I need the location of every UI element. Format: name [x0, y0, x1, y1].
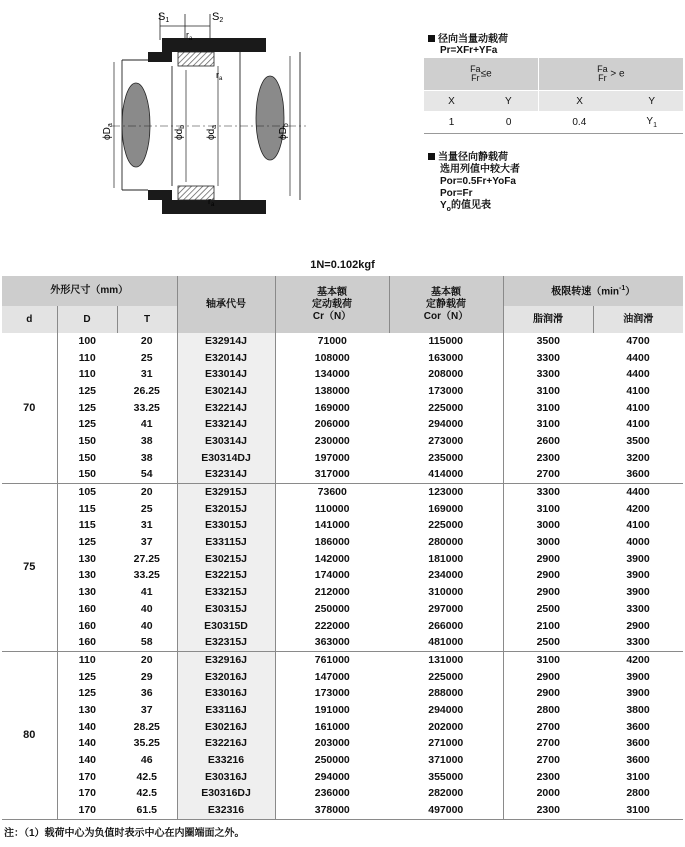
width-cell: 42.5: [136, 787, 157, 800]
width-cell: 29: [140, 670, 153, 683]
width-cell: 37: [140, 536, 153, 549]
oil-speed-cell: 3600: [593, 467, 683, 484]
load-factor-table: [424, 58, 683, 134]
table-row: [2, 383, 683, 400]
bearing-code-cell: E30316J: [177, 769, 275, 786]
outer-diameter-cell: 140: [57, 752, 117, 769]
table-row: [2, 433, 683, 450]
bore-diameter-cell: 75: [2, 484, 57, 652]
width-cell: 61.5: [117, 802, 177, 819]
bearing-code-cell: E33015J: [177, 518, 275, 535]
static-load-line: 选用列值中较大者: [440, 164, 520, 175]
y-value: 0: [479, 111, 538, 134]
bearing-code-cell: E33016J: [177, 685, 275, 702]
svg-text:ra: $r_a$: [208, 196, 215, 208]
static-load-cell: 173000: [428, 384, 464, 397]
dynamic-load-cell: 222000: [275, 618, 389, 635]
outer-diameter-cell: 140: [57, 736, 117, 753]
width-cell: 38: [140, 434, 153, 447]
oil-speed-cell: 4400: [626, 368, 650, 381]
table-row: [2, 333, 683, 350]
dynamic-load-cell: 206000: [275, 416, 389, 433]
width-cell: 26.25: [133, 384, 160, 397]
table-row: [2, 416, 683, 433]
dynamic-load-cell: 203000: [275, 736, 389, 753]
grease-speed-cell: 3500: [503, 333, 593, 350]
oil-speed-cell: 4200: [626, 502, 650, 515]
dynamic-load-cell: 294000: [275, 769, 389, 786]
grease-speed-cell: 2700: [503, 719, 593, 736]
y-header: Y: [620, 91, 683, 112]
static-load-cell: 297000: [428, 602, 464, 615]
outer-diameter-cell: 125: [57, 400, 117, 417]
table-row: [2, 618, 683, 635]
outer-diameter-cell: 160: [57, 618, 117, 635]
width-cell: 31: [140, 519, 153, 532]
dynamic-load-cell: 378000: [275, 802, 389, 819]
outer-diameter-cell: 125: [57, 416, 117, 433]
table-row: [2, 736, 683, 753]
condition-le-e: Fa Fr ≤e: [424, 58, 538, 91]
bearing-code-cell: E32915J: [177, 484, 275, 501]
svg-text:ϕDa: $\phi D_a$: [102, 123, 114, 140]
static-load-line: Por=Fr: [440, 188, 473, 199]
static-load-cell: 371000: [428, 754, 464, 767]
bearing-code-cell: E32215J: [177, 568, 275, 585]
bearing-code-cell: E33014J: [177, 366, 275, 383]
bearing-code-cell: E33216: [177, 752, 275, 769]
static-load-cell: 294000: [428, 703, 464, 716]
outer-diameter-cell: 105: [57, 484, 117, 501]
oil-speed-cell: 4200: [626, 653, 650, 666]
outer-diameter-cell: 125: [57, 383, 117, 400]
oil-speed-cell: 4100: [626, 519, 650, 532]
static-load-cell: 414000: [389, 467, 503, 484]
static-load-cell: 131000: [428, 653, 464, 666]
bearing-code-cell: E32315J: [177, 634, 275, 651]
outer-diameter-cell: 130: [57, 568, 117, 585]
outer-diameter-cell: 160: [57, 634, 117, 651]
dynamic-load-cell: 317000: [275, 467, 389, 484]
condition-gt-e: Fa Fr > e: [538, 58, 683, 91]
static-load-cell: 273000: [428, 434, 464, 447]
static-load-cell: 235000: [428, 451, 464, 464]
oil-speed-cell: 3500: [626, 434, 650, 447]
table-row: [2, 786, 683, 803]
oil-speed-cell: 3600: [626, 754, 650, 767]
header-d: d: [2, 306, 57, 333]
static-load-cell: 280000: [428, 536, 464, 549]
oil-speed-cell: 4100: [626, 384, 650, 397]
oil-speed-cell: 4100: [626, 418, 650, 431]
static-load-cell: 481000: [389, 634, 503, 651]
table-row: [2, 769, 683, 786]
outer-diameter-cell: 115: [57, 501, 117, 518]
oil-speed-cell: 3900: [626, 687, 650, 700]
bore-diameter-cell: 80: [2, 652, 57, 820]
outer-diameter-cell: 130: [57, 584, 117, 601]
bearing-code-cell: E30214J: [177, 383, 275, 400]
width-cell: 31: [140, 368, 153, 381]
oil-speed-cell: 3900: [626, 670, 650, 683]
svg-text:ϕDb: $\phi D_b$: [278, 123, 290, 140]
table-row: [2, 350, 683, 367]
bearing-code-cell: E33116J: [177, 702, 275, 719]
oil-speed-cell: 3800: [626, 703, 650, 716]
outer-diameter-cell: 150: [57, 467, 117, 484]
oil-speed-cell: 3100: [626, 770, 650, 783]
grease-speed-cell: 2900: [503, 551, 593, 568]
table-row: [2, 484, 683, 501]
dynamic-load-cell: 191000: [275, 702, 389, 719]
oil-speed-cell: 3100: [593, 802, 683, 819]
static-load-cell: 282000: [428, 787, 464, 800]
header-cr: 基本额 定动载荷 Cr（N）: [275, 276, 389, 333]
bearing-code-cell: E30216J: [177, 719, 275, 736]
oil-speed-cell: 4000: [626, 536, 650, 549]
grease-speed-cell: 3300: [503, 350, 593, 367]
table-row: [2, 634, 683, 651]
table-row: [2, 601, 683, 618]
grease-speed-cell: 3100: [503, 652, 593, 669]
oil-speed-cell: 4100: [626, 401, 650, 414]
bearing-code-cell: E32314J: [177, 467, 275, 484]
width-cell: 20: [140, 486, 153, 499]
static-load-cell: 225000: [428, 519, 464, 532]
static-load-cell: 202000: [428, 720, 464, 733]
header-speed: 极限转速$(\min^{-1})$: [503, 276, 683, 306]
width-cell: 58: [117, 634, 177, 651]
table-row: [2, 669, 683, 686]
grease-speed-cell: 3100: [503, 400, 593, 417]
bearing-mounting-diagram: [100, 0, 310, 225]
table-row: [2, 551, 683, 568]
table-row: [2, 534, 683, 551]
static-load-cell: 169000: [428, 502, 464, 515]
static-load-line: Por=0.5Fr+YoFa: [440, 176, 516, 187]
outer-diameter-cell: 125: [57, 685, 117, 702]
grease-speed-cell: 2900: [503, 685, 593, 702]
outer-diameter-cell: 110: [57, 350, 117, 367]
width-cell: 40: [140, 619, 153, 632]
grease-speed-cell: 2900: [503, 669, 593, 686]
bearing-code-cell: E32914J: [177, 333, 275, 350]
table-row: [2, 652, 683, 669]
bearing-code-cell: E32016J: [177, 669, 275, 686]
y-value: $Y_1$: [620, 111, 683, 134]
oil-speed-cell: 2800: [626, 787, 650, 800]
outer-diameter-cell: 130: [57, 702, 117, 719]
table-row: [2, 685, 683, 702]
grease-speed-cell: 3000: [503, 534, 593, 551]
grease-speed-cell: 2300: [503, 802, 593, 819]
grease-speed-cell: 3100: [503, 501, 593, 518]
width-cell: 38: [140, 451, 153, 464]
x-header: X: [424, 91, 479, 112]
bearing-code-cell: E30315D: [177, 618, 275, 635]
oil-speed-cell: 3900: [626, 552, 650, 565]
width-cell: 46: [140, 754, 153, 767]
oil-speed-cell: 3600: [626, 737, 650, 750]
outer-diameter-cell: 150: [57, 433, 117, 450]
table-row: [2, 400, 683, 417]
grease-speed-cell: 3000: [503, 518, 593, 535]
bearing-code-cell: E30315J: [177, 601, 275, 618]
bearing-code-cell: E30316DJ: [177, 786, 275, 803]
outer-diameter-cell: 170: [57, 786, 117, 803]
dynamic-load-cell: 363000: [275, 634, 389, 651]
static-load-cell: 288000: [428, 687, 464, 700]
table-row: [2, 518, 683, 535]
width-cell: 35.25: [133, 737, 160, 750]
oil-speed-cell: 4400: [626, 351, 650, 364]
header-dimensions: 外形尺寸（mm）: [2, 276, 177, 306]
static-load-cell: 266000: [428, 619, 464, 632]
static-load-cell: 310000: [428, 586, 464, 599]
width-cell: 25: [140, 502, 153, 515]
static-load-cell: 294000: [428, 418, 464, 431]
outer-diameter-cell: 150: [57, 450, 117, 467]
oil-speed-cell: 3200: [626, 451, 650, 464]
grease-speed-cell: 3300: [503, 366, 593, 383]
static-load-cell: 225000: [428, 401, 464, 414]
table-row: [2, 568, 683, 585]
dynamic-load-formula: Pr=XFr+YFa: [440, 45, 498, 56]
width-cell: 27.25: [133, 552, 160, 565]
outer-diameter-cell: 125: [57, 534, 117, 551]
dynamic-load-cell: 138000: [275, 383, 389, 400]
header-code: 轴承代号: [177, 276, 275, 333]
width-cell: 41: [140, 586, 153, 599]
svg-text:ra: $r_a$: [216, 70, 223, 82]
dynamic-load-cell: 230000: [275, 433, 389, 450]
dynamic-load-cell: 141000: [275, 518, 389, 535]
bearing-spec-table: [2, 276, 683, 820]
dynamic-load-cell: 147000: [275, 669, 389, 686]
outer-diameter-cell: 130: [57, 551, 117, 568]
grease-speed-cell: 2600: [503, 433, 593, 450]
bearing-code-cell: E32216J: [177, 736, 275, 753]
bearing-code-cell: E30314DJ: [177, 450, 275, 467]
outer-diameter-cell: 170: [57, 802, 117, 819]
width-cell: 54: [117, 467, 177, 484]
grease-speed-cell: 2000: [503, 786, 593, 803]
dynamic-load-cell: 108000: [275, 350, 389, 367]
outer-diameter-cell: 115: [57, 518, 117, 535]
static-load-cell: 497000: [389, 802, 503, 819]
x-value: 1: [424, 111, 479, 134]
oil-speed-cell: 3300: [626, 602, 650, 615]
grease-speed-cell: 2500: [503, 601, 593, 618]
dynamic-load-cell: 236000: [275, 786, 389, 803]
bearing-code-cell: E33215J: [177, 584, 275, 601]
dynamic-load-cell: 212000: [275, 584, 389, 601]
outer-diameter-cell: 110: [57, 652, 117, 669]
dynamic-load-title: 径向当量动载荷: [428, 34, 508, 46]
table-row: [2, 702, 683, 719]
outer-diameter-cell: 125: [57, 669, 117, 686]
width-cell: 33.25: [133, 569, 160, 582]
width-cell: 37: [140, 703, 153, 716]
dynamic-load-cell: 174000: [275, 568, 389, 585]
grease-speed-cell: 2100: [503, 618, 593, 635]
bearing-code-cell: E30314J: [177, 433, 275, 450]
bearing-code-cell: E33115J: [177, 534, 275, 551]
width-cell: 25: [140, 351, 153, 364]
grease-speed-cell: 3100: [503, 383, 593, 400]
static-load-cell: 271000: [428, 737, 464, 750]
oil-speed-cell: 4400: [626, 486, 650, 499]
static-load-cell: 225000: [428, 670, 464, 683]
table-row: [2, 366, 683, 383]
dynamic-load-cell: 173000: [275, 685, 389, 702]
outer-diameter-cell: 140: [57, 719, 117, 736]
dynamic-load-cell: 197000: [275, 450, 389, 467]
grease-speed-cell: 2900: [503, 568, 593, 585]
x-header: X: [538, 91, 620, 112]
bearing-code-cell: E32014J: [177, 350, 275, 367]
outer-diameter-cell: 160: [57, 601, 117, 618]
table-row: [2, 467, 683, 484]
header-grease: 脂润滑: [503, 306, 593, 333]
footnote: 注：（1）载荷中心为负值时表示中心在内圈端面之外。: [4, 828, 245, 839]
width-cell: 41: [140, 418, 153, 431]
width-cell: 40: [140, 602, 153, 615]
dynamic-load-cell: 761000: [275, 652, 389, 669]
header-oil: 油润滑: [593, 306, 683, 333]
dynamic-load-cell: 110000: [275, 501, 389, 518]
outer-diameter-cell: 170: [57, 769, 117, 786]
grease-speed-cell: 2700: [503, 752, 593, 769]
dynamic-load-cell: 73600: [275, 484, 389, 501]
oil-speed-cell: 4700: [626, 334, 650, 347]
table-row: [2, 752, 683, 769]
width-cell: 42.5: [136, 770, 157, 783]
table-row: [2, 584, 683, 601]
dynamic-load-cell: 250000: [275, 601, 389, 618]
dynamic-load-cell: 161000: [275, 719, 389, 736]
oil-speed-cell: 3300: [593, 634, 683, 651]
bearing-code-cell: E32015J: [177, 501, 275, 518]
outer-diameter-cell: 100: [57, 333, 117, 350]
grease-speed-cell: 2700: [503, 736, 593, 753]
grease-speed-cell: 2300: [503, 450, 593, 467]
static-load-cell: 234000: [428, 569, 464, 582]
oil-speed-cell: 2900: [626, 619, 650, 632]
width-cell: 33.25: [133, 401, 160, 414]
svg-text:S2: S2: [212, 11, 224, 24]
static-load-cell: 123000: [428, 486, 464, 499]
static-load-line: $Y_o$的值见表: [440, 200, 491, 213]
outer-diameter-cell: 110: [57, 366, 117, 383]
svg-text:ϕdb: $\phi d_b$: [174, 124, 186, 140]
unit-note: 1N=0.102kgf: [310, 259, 375, 271]
dynamic-load-cell: 71000: [275, 333, 389, 350]
svg-text:ra: $r_a$: [186, 30, 193, 42]
width-cell: 36: [140, 687, 153, 700]
static-load-cell: 181000: [428, 552, 464, 565]
static-load-cell: 355000: [428, 770, 464, 783]
grease-speed-cell: 2700: [503, 467, 593, 484]
grease-speed-cell: 3300: [503, 484, 593, 501]
grease-speed-cell: 2300: [503, 769, 593, 786]
bearing-code-cell: E33214J: [177, 416, 275, 433]
dynamic-load-cell: 142000: [275, 551, 389, 568]
grease-speed-cell: 2900: [503, 584, 593, 601]
width-cell: 20: [140, 653, 153, 666]
grease-speed-cell: 2500: [503, 634, 593, 651]
header-cor: 基本额 定静载荷 Cor（N）: [389, 276, 503, 333]
svg-text:ϕda: $\phi d_a$: [206, 124, 218, 140]
static-load-title: 当量径向静载荷: [428, 152, 508, 164]
table-row: [2, 719, 683, 736]
x-value: 0.4: [538, 111, 620, 134]
table-row: [2, 450, 683, 467]
dynamic-load-cell: 250000: [275, 752, 389, 769]
header-T: T: [117, 306, 177, 333]
svg-text:S1: S1: [158, 11, 170, 24]
bearing-code-cell: E32214J: [177, 400, 275, 417]
header-D: D: [57, 306, 117, 333]
width-cell: 28.25: [133, 720, 160, 733]
static-load-cell: 115000: [428, 334, 463, 347]
bore-diameter-cell: 70: [2, 333, 57, 484]
table-row: [2, 802, 683, 819]
dynamic-load-cell: 169000: [275, 400, 389, 417]
bearing-code-cell: E30215J: [177, 551, 275, 568]
width-cell: 20: [140, 334, 153, 347]
table-row: [2, 501, 683, 518]
grease-speed-cell: 3100: [503, 416, 593, 433]
bearing-code-cell: E32916J: [177, 652, 275, 669]
static-load-cell: 163000: [428, 351, 464, 364]
dynamic-load-cell: 186000: [275, 534, 389, 551]
oil-speed-cell: 3900: [626, 586, 650, 599]
dynamic-load-cell: 134000: [275, 366, 389, 383]
y-header: Y: [479, 91, 538, 112]
static-load-cell: 208000: [428, 368, 464, 381]
oil-speed-cell: 3900: [626, 569, 650, 582]
bearing-code-cell: E32316: [177, 802, 275, 819]
oil-speed-cell: 3600: [626, 720, 650, 733]
grease-speed-cell: 2800: [503, 702, 593, 719]
